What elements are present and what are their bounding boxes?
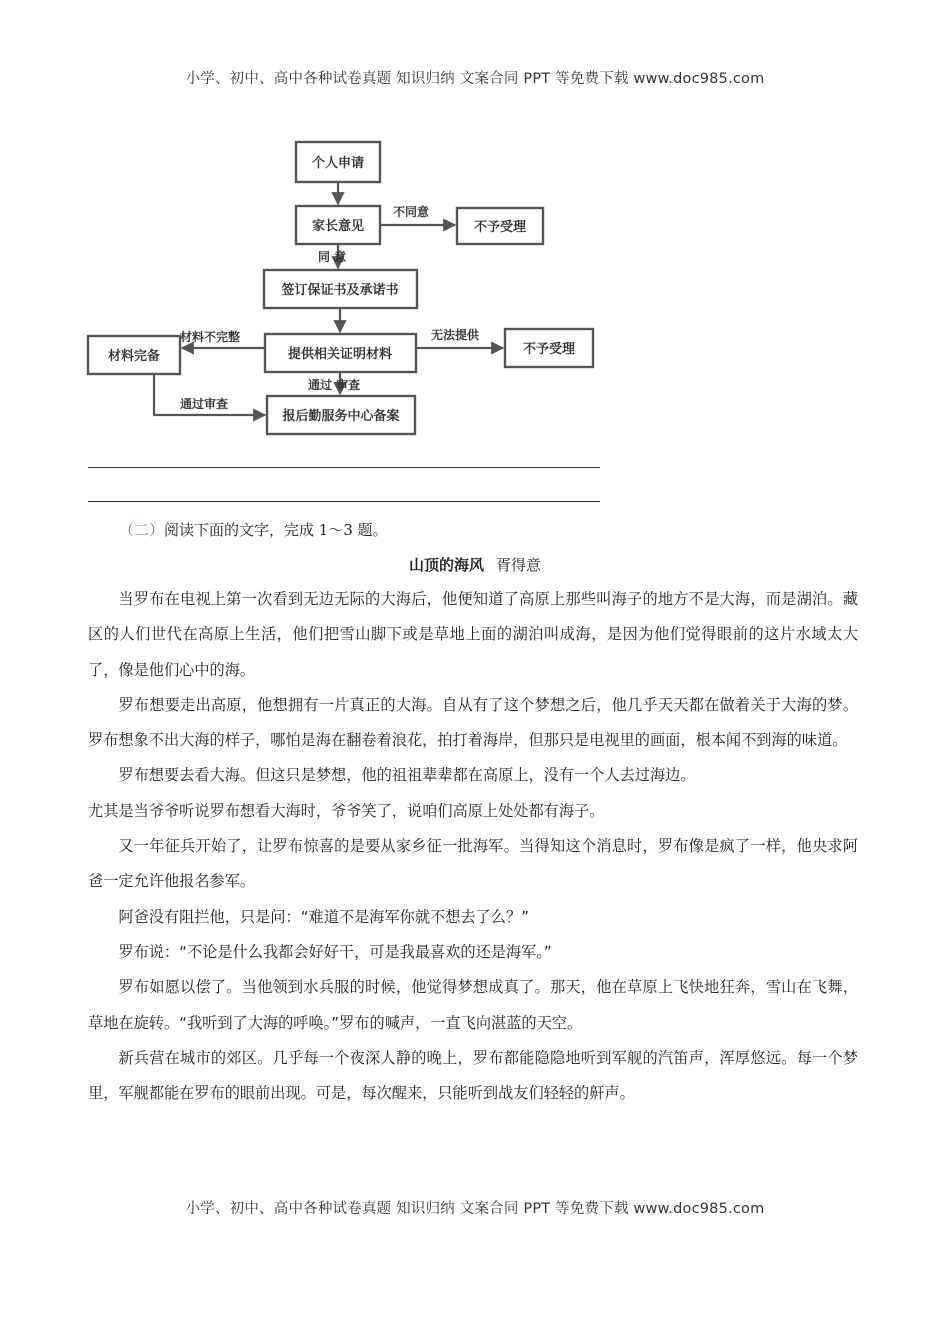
node-supplement: 材料完备 [107,349,161,364]
node-reject1: 不予受理 [473,220,527,235]
paragraph: 罗布如愿以偿了。当他领到水兵服的时候，他觉得梦想成真了。那天，他在草原上飞快地狂奔，雪山在飞舞，草地在旋转。“我听到了大海的呼唤。”罗布的喊声，一直飞向湛蓝的天空。 [88,978,858,1032]
label-incomplete: 材料不完整 [180,330,241,344]
label-agree: 同 意 [318,250,347,264]
paragraph: 当罗布在电视上第一次看到无边无际的大海后，他便知道了高原上那些叫海子的地方不是大海，而是湖泊。藏区的人们世代在高原上生活，他们把雪山脚下或是草地上面的湖泊叫成海，是因为他们觉得眼前的这片水域太大了，像是他们心中的海。 [88,590,858,679]
node-file: 报后勤服务中心备案 [282,409,400,424]
label-pass-review: 通过审查 [180,397,229,411]
section-label: （二） [119,521,165,539]
paragraph: 罗布说：“不论是什么我都会好好干，可是我最喜欢的还是海军。” [118,942,552,961]
paragraph: 又一年征兵开始了，让罗布惊喜的是要从家乡征一批海军。当得知这个消息时，罗布像是疯了一样，他央求阿爸一定允许他报名参军。 [88,837,858,891]
label-disagree: 不同意 [393,205,430,219]
article-author: 胥得意 [496,556,542,574]
node-reject2: 不予受理 [522,342,576,357]
paragraph: 罗布想要去看大海。但这只是梦想，他的祖祖辈辈都在高原上，没有一个人去过海边。 [118,766,696,785]
paragraph: 尤其是当爷爷听说罗布想看大海时，爷爷笑了，说咱们高原上处处都有海子。 [88,801,605,820]
node-apply: 个人申请 [311,156,365,171]
page-header: 小学、初中、高中各种试卷真题 知识归纳 文案合同 PPT 等免费下载 www.doc985.com [185,71,765,87]
article-heading [0,554,950,575]
label-cannot: 无法提供 [431,328,480,342]
label-review: 通过 审查 [308,378,361,392]
section-instruction: 阅读下面的文字，完成 1～3 题。 [164,521,388,539]
node-parent: 家长意见 [311,219,365,234]
paragraph: 阿爸没有阻拦他，只是问：“难道不是海军你就不想去了么？” [118,907,530,926]
paragraph: 罗布想要走出高原，他想拥有一片真正的大海。自从有了这个梦想之后，他几乎天天都在做着关于大海的梦。罗布想象不出大海的样子，哪怕是海在翻卷着浪花，拍打着海岸，但那只是电视里的画面，根本闻不到海的味道。 [88,695,858,750]
answer-line-2 [88,501,600,502]
node-sign: 签订保证书及承诺书 [281,283,399,298]
flowchart [84,136,604,442]
node-provide: 提供相关证明材料 [287,347,393,362]
article-title: 山顶的海风 [408,556,484,574]
paragraph: 新兵营在城市的郊区。几乎每一个夜深人静的晚上，罗布都能隐隐地听到军舰的汽笛声，浑厚悠远。每一个梦里，军舰都能在罗布的眼前出现。可是，每次醒来，只能听到战友们轻轻的鼾声。 [88,1048,858,1103]
page-footer: 小学、初中、高中各种试卷真题 知识归纳 文案合同 PPT 等免费下载 www.doc985.com [185,1201,765,1217]
section-heading [119,519,388,540]
answer-line-1 [88,467,600,468]
article-body [88,582,858,1111]
